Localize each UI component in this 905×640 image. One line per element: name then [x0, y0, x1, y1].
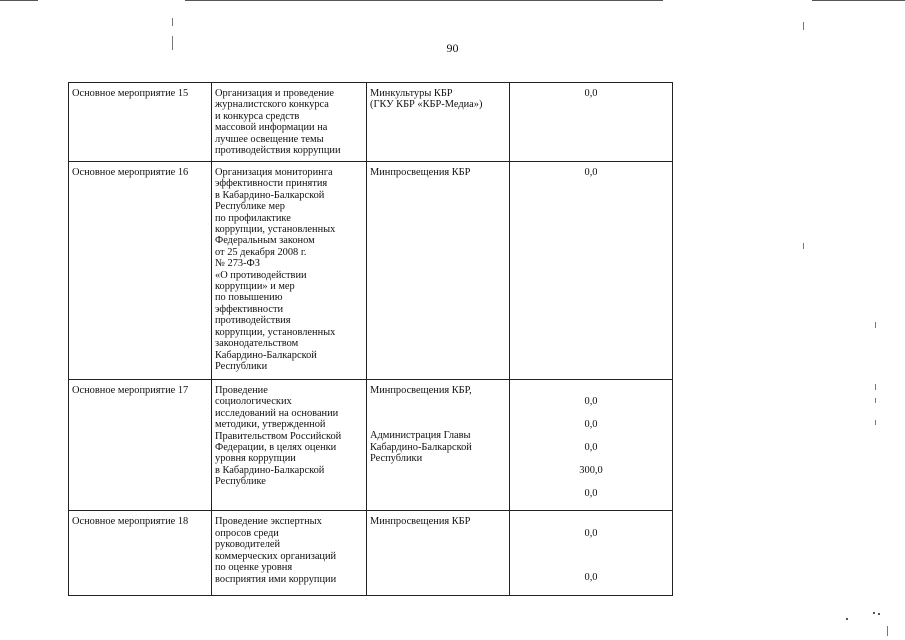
executor-text: Минпросвещения КБР — [370, 516, 471, 528]
executor-text: Минпросвещения КБР, — [370, 385, 472, 396]
top-rule-right — [812, 0, 905, 1]
table-row — [69, 83, 673, 162]
scan-dot — [878, 613, 880, 615]
scan-mark — [887, 626, 888, 636]
scan-mark — [875, 420, 876, 425]
amount-value: 0,0 — [584, 572, 598, 584]
amount-value: 0,0 — [584, 396, 598, 408]
amount-value: 0,0 — [584, 487, 598, 499]
scan-mark — [875, 384, 876, 390]
executor-cell — [367, 380, 510, 511]
top-rule-left — [0, 0, 38, 1]
measure-cell: Основное мероприятие 16 — [69, 162, 212, 380]
table-row — [69, 511, 673, 595]
measure-cell: Основное мероприятие 15 — [69, 83, 212, 162]
amount-value: 0,0 — [584, 527, 598, 539]
amount-value: 0,0 — [584, 167, 598, 178]
table-row — [69, 380, 673, 511]
measures-table — [68, 82, 673, 596]
table-row — [69, 162, 673, 380]
scan-mark — [803, 243, 804, 249]
executor-text: Минкультуры КБР (ГКУ КБР «КБР-Медиа») — [370, 88, 483, 111]
amount-value: 300,0 — [579, 464, 603, 476]
description-cell: Проведение социологических исследований на основании методики, утвержденной Правительством Российской Федерации, в целях оценки уровня коррупции в Кабардино-Балкарской Республике — [212, 380, 367, 511]
description-cell: Проведение экспертных опросов среди руководителей коммерческих организаций по оценке уровня восприятия ими коррупции — [212, 511, 367, 595]
amount-value: 0,0 — [584, 442, 598, 454]
executor-cell — [367, 83, 510, 162]
amount-cell — [510, 83, 673, 162]
description-cell: Организация мониторинга эффективности принятия в Кабардино-Балкарской Республике мер по профилактике коррупции, установленных Федеральным законом от 25 декабря 2008 г. № 273-ФЗ «О противодействии коррупции» и мер по повышению эффективности противодействия коррупции, установленных законодательством Кабардино-Балкарской Республики — [212, 162, 367, 380]
executor-cell — [367, 162, 510, 380]
scan-mark — [803, 22, 804, 30]
amount-cell — [510, 162, 673, 380]
amount-value: 0,0 — [584, 88, 598, 99]
scan-dot — [873, 612, 875, 614]
executor-text: Администрация Главы Кабардино-Балкарской Республики — [370, 430, 472, 465]
amount-value: 0,0 — [584, 419, 598, 431]
amount-cell — [510, 511, 673, 595]
executor-text: Минпросвещения КБР — [370, 167, 471, 178]
top-rule-center — [185, 0, 663, 1]
page-number: 90 — [446, 41, 459, 55]
scan-mark — [875, 322, 876, 328]
description-cell: Организация и проведение журналистского конкурса и конкурса средств массовой информации на лучшее освещение темы противодействия коррупции — [212, 83, 367, 162]
measure-cell: Основное мероприятие 17 — [69, 380, 212, 511]
measure-cell: Основное мероприятие 18 — [69, 511, 212, 595]
scan-mark — [875, 398, 876, 403]
amount-cell — [510, 380, 673, 511]
executor-cell — [367, 511, 510, 595]
scan-dot — [846, 618, 848, 620]
scan-mark — [172, 18, 173, 26]
